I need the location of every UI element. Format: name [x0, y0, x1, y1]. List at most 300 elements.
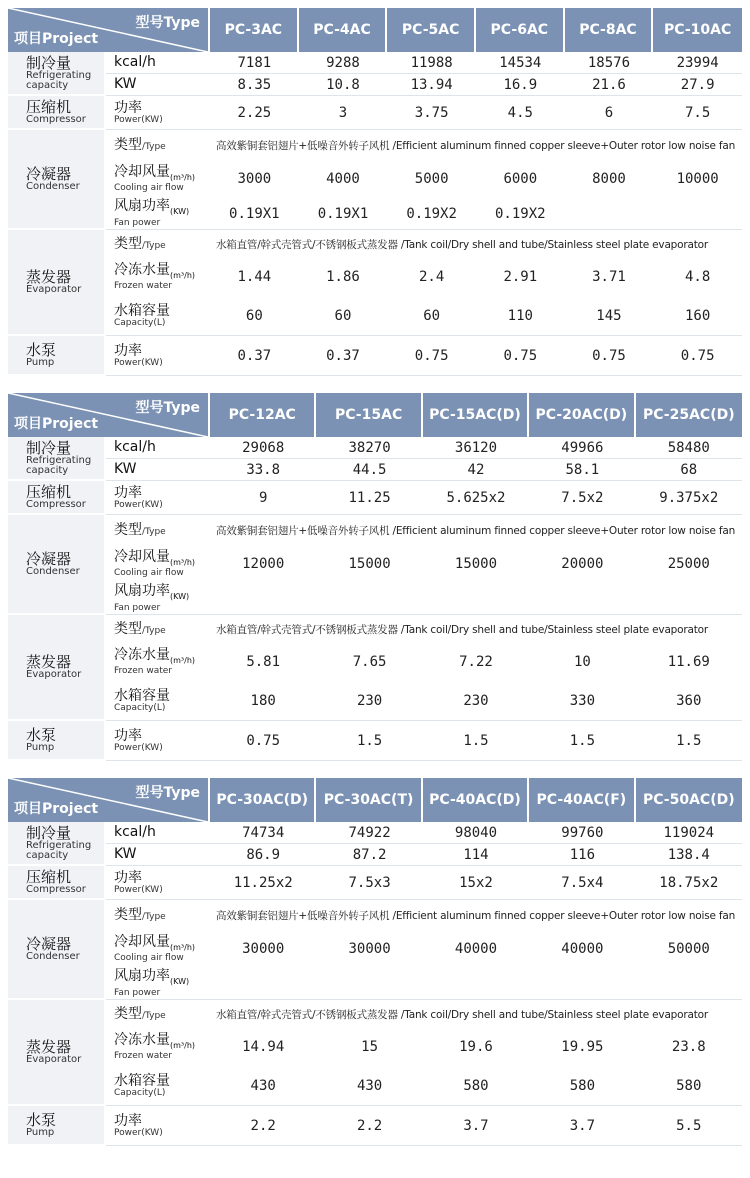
evap-type-label — [106, 615, 210, 643]
cell-cair-4: 25000 — [667, 556, 710, 572]
cond-type-zh: 类型/Type — [114, 906, 166, 923]
cell-cair-0: 12000 — [242, 556, 285, 572]
cell-pump-1: 2.2 — [316, 1106, 422, 1146]
header-corner — [8, 8, 210, 52]
cell-fan-5 — [653, 198, 742, 230]
cell-fan-4 — [636, 968, 742, 1000]
evap-type-text: 水箱直管/幹式壳管式/不锈钢板式蒸发器 /Tank coil/Dry shell and tube/Stainless steel plate evaporator — [216, 1008, 708, 1021]
cell-kcal-2: 36120 — [423, 437, 529, 459]
evap-type-zh: 类型/Type — [114, 1005, 166, 1022]
tank-label-zh: 水箱容量 — [114, 687, 170, 704]
fan-power-label-en: Fan power — [114, 987, 161, 998]
cell-cair-3: 20000 — [561, 556, 604, 572]
comp-power-label — [106, 866, 210, 900]
cell-pump-0: 2.2 — [210, 1106, 316, 1146]
evaporator-label-en: Evaporator — [26, 669, 82, 680]
cell-kcal-1: 9288 — [299, 52, 388, 74]
evaporator-label — [8, 230, 106, 336]
header-corner — [8, 393, 210, 437]
cell-frozen-0: 14.94 — [242, 1039, 285, 1055]
row-kcal — [8, 437, 742, 459]
cell-kw-0: 33.8 — [210, 459, 316, 481]
cell-frozen-2: 7.22 — [459, 654, 493, 670]
pump-label — [8, 1106, 106, 1146]
pump-power-label-zh: 功率 — [114, 1112, 142, 1129]
pump-label-zh: 水泵 — [26, 1111, 57, 1129]
cell-tank-1: 60 — [299, 296, 388, 336]
refrig-label-zh: 制冷量 — [26, 439, 72, 457]
cell-comp-3: 7.5x2 — [529, 481, 635, 515]
cell-kcal-2: 11988 — [387, 52, 476, 74]
header-corner — [8, 778, 210, 822]
cooling-air-label-en: Cooling air flow — [114, 183, 184, 194]
header-row — [8, 8, 742, 52]
evaporator-label — [8, 615, 106, 721]
fan-power-label-zh: 风扇功率$_{(KW)}$ — [114, 198, 190, 216]
evap-type-en: /Type — [142, 1010, 166, 1021]
fan-power-label-en: Fan power — [114, 217, 161, 228]
kcal-label — [106, 822, 210, 844]
cell-frozen-1: 1.86 — [326, 269, 360, 285]
tank-label-en: Capacity(L) — [114, 1087, 166, 1098]
cond-type-text: 高效紫铜套铝翅片+低噪音外转子风机 /Efficient aluminum finned copper sleeve+Outer rotor low noise fan — [216, 909, 736, 922]
row-cond-type — [8, 900, 742, 930]
refrig-label-zh: 制冷量 — [26, 54, 72, 72]
cell-fan-1 — [316, 968, 422, 1000]
tank-label-en: Capacity(L) — [114, 317, 166, 328]
compressor-label-en: Compressor — [26, 114, 86, 125]
cell-fan-0: 0.19X1 — [210, 198, 299, 230]
row-tank — [8, 681, 742, 721]
compressor-label-zh: 压缩机 — [26, 483, 72, 501]
cooling-air-label — [106, 160, 210, 198]
cell-kcal-5: 23994 — [653, 52, 742, 74]
cell-frozen-2: 2.4 — [418, 269, 445, 285]
comp-power-label-zh: 功率 — [114, 869, 142, 886]
cond-type-en: /Type — [142, 911, 166, 922]
cell-cair-1: 15000 — [348, 556, 391, 572]
cell-frozen-3: 10 — [573, 654, 591, 670]
cell-kcal-1: 74922 — [316, 822, 422, 844]
frozen-water-label-en: Frozen water — [114, 281, 172, 292]
pump-label-zh: 水泵 — [26, 726, 57, 744]
tank-label-zh: 水箱容量 — [114, 1072, 170, 1089]
frozen-water-label-unit: (m³/h) — [170, 270, 196, 280]
model-PC-30AC(D): PC-30AC(D) — [210, 778, 316, 822]
pump-label-en: Pump — [26, 357, 55, 368]
kw-label-zh: KW — [114, 76, 137, 92]
cell-frozen-5: 4.8 — [684, 269, 711, 285]
frozen-water-label-zh: 冷冻水量$_{(m^3/h)}$ — [114, 646, 196, 665]
cell-pump-2: 1.5 — [423, 721, 529, 761]
comp-power-label-en: Power(KW) — [114, 114, 163, 125]
cell-fan-4 — [636, 583, 742, 615]
cell-tank-0: 430 — [210, 1066, 316, 1106]
cond-type-zh: 类型/Type — [114, 136, 166, 153]
row-fan-power — [8, 198, 742, 230]
cell-pump-3: 1.5 — [529, 721, 635, 761]
cell-pump-5: 0.75 — [653, 336, 742, 376]
pump-power-label-zh: 功率 — [114, 727, 142, 744]
evaporator-label — [8, 1000, 106, 1106]
model-PC-6AC: PC-6AC — [476, 8, 565, 52]
kcal-label — [106, 437, 210, 459]
cell-tank-0: 60 — [210, 296, 299, 336]
kw-label — [106, 74, 210, 96]
kw-label — [106, 459, 210, 481]
cell-cair-2: 5000 — [414, 171, 449, 187]
refrig-label-en: Refrigerating capacity — [26, 840, 92, 861]
cond-type-label — [106, 900, 210, 930]
pump-label-en: Pump — [26, 1127, 55, 1138]
cell-comp-4: 18.75x2 — [636, 866, 742, 900]
frozen-water-label-en: Frozen water — [114, 1051, 172, 1062]
project-label: 项目Project — [14, 801, 99, 817]
cell-fan-0 — [210, 968, 316, 1000]
cell-pump-1: 1.5 — [316, 721, 422, 761]
cell-frozen-3: 19.95 — [561, 1039, 604, 1055]
cell-pump-4: 0.75 — [565, 336, 654, 376]
cell-tank-4: 145 — [565, 296, 654, 336]
row-cooling-air — [8, 160, 742, 198]
cell-pump-3: 3.7 — [529, 1106, 635, 1146]
compressor-label — [8, 96, 106, 130]
header-row — [8, 778, 742, 822]
comp-power-label — [106, 96, 210, 130]
row-fan-power — [8, 968, 742, 1000]
cell-tank-1: 430 — [316, 1066, 422, 1106]
type-label: 型号Type — [135, 785, 200, 801]
cell-cair-5: 10000 — [676, 171, 719, 187]
type-label: 型号Type — [135, 15, 200, 31]
row-kw — [8, 459, 742, 481]
model-PC-5AC: PC-5AC — [387, 8, 476, 52]
cell-tank-2: 60 — [387, 296, 476, 336]
cell-frozen-4: 3.71 — [592, 269, 626, 285]
cell-cair-0: 30000 — [242, 941, 285, 957]
cell-frozen-1: 7.65 — [352, 654, 387, 670]
type-label: 型号Type — [135, 400, 200, 416]
frozen-water-label-zh: 冷冻水量$_{(m^3/h)}$ — [114, 261, 196, 280]
cell-tank-4: 360 — [636, 681, 742, 721]
cond-type-zh: 类型/Type — [114, 521, 166, 538]
row-cooling-air — [8, 930, 742, 968]
spec-table-1 — [8, 8, 742, 376]
cooling-air-label-en: Cooling air flow — [114, 953, 184, 964]
cell-kcal-0: 74734 — [210, 822, 316, 844]
refrig-label — [8, 52, 106, 96]
pump-label-en: Pump — [26, 742, 55, 753]
frozen-water-label-en: Frozen water — [114, 666, 172, 677]
row-pump — [8, 721, 742, 761]
frozen-water-label-zh: 冷冻水量$_{(m^3/h)}$ — [114, 1031, 196, 1050]
evaporator-label-zh: 蒸发器 — [26, 268, 72, 286]
condenser-label-en: Condenser — [26, 181, 80, 192]
cell-tank-4: 580 — [636, 1066, 742, 1106]
fan-power-label-unit: (KW) — [170, 206, 190, 216]
project-label: 项目Project — [14, 416, 99, 432]
compressor-label — [8, 481, 106, 515]
evaporator-label-zh: 蒸发器 — [26, 653, 72, 671]
cell-kcal-4: 119024 — [636, 822, 742, 844]
refrig-label-en: Refrigerating capacity — [26, 70, 92, 91]
cell-kw-4: 21.6 — [565, 74, 654, 96]
cooling-air-label — [106, 930, 210, 968]
compressor-label-zh: 压缩机 — [26, 98, 72, 116]
cell-kw-1: 44.5 — [316, 459, 422, 481]
model-PC-25AC(D): PC-25AC(D) — [636, 393, 742, 437]
cooling-air-label-unit: (m³/h) — [170, 172, 196, 182]
cell-kw-0: 86.9 — [210, 844, 316, 866]
header-row — [8, 393, 742, 437]
evaporator-label-en: Evaporator — [26, 1054, 82, 1065]
cell-cair-2: 40000 — [454, 941, 498, 957]
model-PC-12AC: PC-12AC — [210, 393, 316, 437]
cell-frozen-0: 1.44 — [237, 269, 272, 285]
cell-cair-3: 6000 — [503, 171, 538, 187]
cell-kcal-0: 7181 — [210, 52, 299, 74]
cell-kw-3: 16.9 — [476, 74, 565, 96]
cond-type-label — [106, 515, 210, 545]
cell-fan-0 — [210, 583, 316, 615]
cell-tank-0: 180 — [210, 681, 316, 721]
cell-kw-0: 8.35 — [210, 74, 299, 96]
kw-label-zh: KW — [114, 846, 137, 862]
cell-tank-1: 230 — [316, 681, 422, 721]
model-PC-3AC: PC-3AC — [210, 8, 299, 52]
cell-tank-2: 230 — [423, 681, 529, 721]
cell-comp-2: 3.75 — [387, 96, 476, 130]
cell-kw-1: 87.2 — [316, 844, 422, 866]
frozen-water-label — [106, 1028, 210, 1066]
pump-power-label-en: Power(KW) — [114, 1127, 163, 1138]
evap-type-zh: 类型/Type — [114, 620, 166, 637]
cell-pump-0: 0.37 — [210, 336, 299, 376]
cond-type-en: /Type — [142, 141, 166, 152]
cell-frozen-3: 2.91 — [503, 269, 538, 285]
cond-type-text: 高效紫铜套铝翅片+低噪音外转子风机 /Efficient aluminum finned copper sleeve+Outer rotor low noise fan — [216, 524, 736, 537]
cond-type-label — [106, 130, 210, 160]
cell-kw-3: 58.1 — [529, 459, 635, 481]
cooling-air-label-unit: (m³/h) — [170, 557, 196, 567]
cell-frozen-4: 11.69 — [667, 654, 710, 670]
model-PC-40AC(F): PC-40AC(F) — [529, 778, 635, 822]
frozen-water-label-unit: (m³/h) — [170, 655, 196, 665]
kcal-label-zh: kcal/h — [114, 824, 156, 840]
comp-power-label-zh: 功率 — [114, 484, 142, 501]
cell-tank-3: 110 — [476, 296, 565, 336]
cell-comp-1: 11.25 — [316, 481, 422, 515]
pump-power-label — [106, 721, 210, 761]
row-evap-type — [8, 230, 742, 258]
cell-kw-2: 13.94 — [387, 74, 476, 96]
cell-comp-4: 9.375x2 — [636, 481, 742, 515]
fan-power-label-unit: (KW) — [170, 976, 190, 986]
cell-tank-5: 160 — [653, 296, 742, 336]
fan-power-label-zh: 风扇功率$_{(KW)}$ — [114, 583, 190, 601]
cell-tank-2: 580 — [423, 1066, 529, 1106]
cell-frozen-2: 19.6 — [459, 1039, 493, 1055]
cell-comp-1: 7.5x3 — [316, 866, 422, 900]
spec-table-2 — [8, 393, 742, 761]
cell-fan-4 — [565, 198, 654, 230]
cell-comp-4: 6 — [565, 96, 654, 130]
cond-type-text: 高效紫铜套铝翅片+低噪音外转子风机 /Efficient aluminum finned copper sleeve+Outer rotor low noise fan — [216, 139, 736, 152]
model-PC-30AC(T): PC-30AC(T) — [316, 778, 422, 822]
row-frozen-water — [8, 258, 742, 296]
refrig-label-zh: 制冷量 — [26, 824, 72, 842]
cell-pump-2: 0.75 — [387, 336, 476, 376]
tank-label — [106, 681, 210, 721]
model-PC-15AC: PC-15AC — [316, 393, 422, 437]
cell-pump-3: 0.75 — [476, 336, 565, 376]
comp-power-label-zh: 功率 — [114, 99, 142, 116]
cell-fan-1 — [316, 583, 422, 615]
evap-type-en: /Type — [142, 240, 166, 251]
kcal-label — [106, 52, 210, 74]
model-PC-4AC: PC-4AC — [299, 8, 388, 52]
cell-comp-5: 7.5 — [653, 96, 742, 130]
evap-type-en: /Type — [142, 625, 166, 636]
cell-kw-2: 42 — [423, 459, 529, 481]
cell-kw-1: 10.8 — [299, 74, 388, 96]
evap-type-label — [106, 1000, 210, 1028]
row-evap-type — [8, 1000, 742, 1028]
cell-comp-2: 5.625x2 — [423, 481, 529, 515]
cell-pump-4: 1.5 — [636, 721, 742, 761]
condenser-label-zh: 冷凝器 — [26, 550, 72, 568]
cell-cair-0: 3000 — [237, 171, 272, 187]
pump-label-zh: 水泵 — [26, 341, 57, 359]
row-compressor — [8, 866, 742, 900]
evap-type-label — [106, 230, 210, 258]
model-PC-20AC(D): PC-20AC(D) — [529, 393, 635, 437]
spec-table-3 — [8, 778, 742, 1146]
cooling-air-label-zh: 冷却风量$_{(m^3/h)}$ — [114, 933, 196, 952]
kcal-label-zh: kcal/h — [114, 439, 156, 455]
compressor-label — [8, 866, 106, 900]
pump-power-label-zh: 功率 — [114, 342, 142, 359]
cell-comp-0: 11.25x2 — [210, 866, 316, 900]
row-compressor — [8, 96, 742, 130]
cell-cair-4: 8000 — [592, 171, 626, 187]
refrig-label-en: Refrigerating capacity — [26, 455, 92, 476]
cell-cair-3: 40000 — [561, 941, 604, 957]
refrig-label — [8, 822, 106, 866]
cell-kw-3: 116 — [529, 844, 635, 866]
kcal-label-zh: kcal/h — [114, 54, 156, 70]
cell-kw-4: 138.4 — [636, 844, 742, 866]
cooling-air-label — [106, 545, 210, 583]
cell-fan-2 — [423, 968, 529, 1000]
row-pump — [8, 1106, 742, 1146]
condenser-label-en: Condenser — [26, 566, 80, 577]
row-kw — [8, 844, 742, 866]
cooling-air-label-zh: 冷却风量$_{(m^3/h)}$ — [114, 548, 196, 567]
pump-power-label-en: Power(KW) — [114, 357, 163, 368]
fan-power-label-en: Fan power — [114, 602, 161, 613]
row-kw — [8, 74, 742, 96]
frozen-water-label-unit: (m³/h) — [170, 1040, 196, 1050]
cell-cair-4: 50000 — [667, 941, 710, 957]
fan-power-label — [106, 583, 210, 615]
condenser-label — [8, 130, 106, 230]
model-PC-50AC(D): PC-50AC(D) — [636, 778, 742, 822]
row-kcal — [8, 52, 742, 74]
model-PC-40AC(D): PC-40AC(D) — [423, 778, 529, 822]
fan-power-label — [106, 968, 210, 1000]
cell-fan-2: 0.19X2 — [387, 198, 476, 230]
tank-label — [106, 1066, 210, 1106]
cell-kcal-0: 29068 — [210, 437, 316, 459]
pump-power-label — [106, 1106, 210, 1146]
cell-fan-3 — [529, 583, 635, 615]
row-cooling-air — [8, 545, 742, 583]
cell-tank-3: 580 — [529, 1066, 635, 1106]
row-fan-power — [8, 583, 742, 615]
cell-pump-4: 5.5 — [636, 1106, 742, 1146]
pump-label — [8, 721, 106, 761]
pump-power-label-en: Power(KW) — [114, 742, 163, 753]
fan-power-label-unit: (KW) — [170, 591, 190, 601]
model-PC-8AC: PC-8AC — [565, 8, 654, 52]
cell-fan-3: 0.19X2 — [476, 198, 565, 230]
cooling-air-label-unit: (m³/h) — [170, 942, 196, 952]
row-cond-type — [8, 130, 742, 160]
cell-kw-5: 27.9 — [653, 74, 742, 96]
cell-comp-1: 3 — [299, 96, 388, 130]
frozen-water-label — [106, 643, 210, 681]
cooling-air-label-en: Cooling air flow — [114, 568, 184, 579]
frozen-water-label — [106, 258, 210, 296]
condenser-label-zh: 冷凝器 — [26, 935, 72, 953]
cell-comp-3: 4.5 — [476, 96, 565, 130]
kw-label-zh: KW — [114, 461, 137, 477]
condenser-label — [8, 900, 106, 1000]
row-pump — [8, 336, 742, 376]
model-PC-15AC(D): PC-15AC(D) — [423, 393, 529, 437]
evaporator-label-zh: 蒸发器 — [26, 1038, 72, 1056]
cell-fan-2 — [423, 583, 529, 615]
cell-kw-2: 114 — [423, 844, 529, 866]
row-frozen-water — [8, 1028, 742, 1066]
condenser-label-zh: 冷凝器 — [26, 165, 72, 183]
cell-cair-1: 30000 — [348, 941, 391, 957]
cooling-air-label-zh: 冷却风量$_{(m^3/h)}$ — [114, 163, 196, 182]
pump-label — [8, 336, 106, 376]
row-compressor — [8, 481, 742, 515]
kw-label — [106, 844, 210, 866]
tank-label-zh: 水箱容量 — [114, 302, 170, 319]
cell-frozen-0: 5.81 — [246, 654, 281, 670]
fan-power-label-zh: 风扇功率$_{(KW)}$ — [114, 968, 190, 986]
cond-type-en: /Type — [142, 526, 166, 537]
cell-pump-1: 0.37 — [299, 336, 388, 376]
cell-fan-1: 0.19X1 — [299, 198, 388, 230]
comp-power-label-en: Power(KW) — [114, 499, 163, 510]
cell-tank-3: 330 — [529, 681, 635, 721]
row-frozen-water — [8, 643, 742, 681]
project-label: 项目Project — [14, 31, 99, 47]
row-cond-type — [8, 515, 742, 545]
evap-type-zh: 类型/Type — [114, 235, 166, 252]
row-tank — [8, 296, 742, 336]
evap-type-text: 水箱直管/幹式壳管式/不锈钢板式蒸发器 /Tank coil/Dry shell and tube/Stainless steel plate evaporator — [216, 623, 708, 636]
cell-kcal-1: 38270 — [316, 437, 422, 459]
cell-cair-2: 15000 — [454, 556, 498, 572]
cell-comp-0: 2.25 — [210, 96, 299, 130]
cell-kcal-2: 98040 — [423, 822, 529, 844]
